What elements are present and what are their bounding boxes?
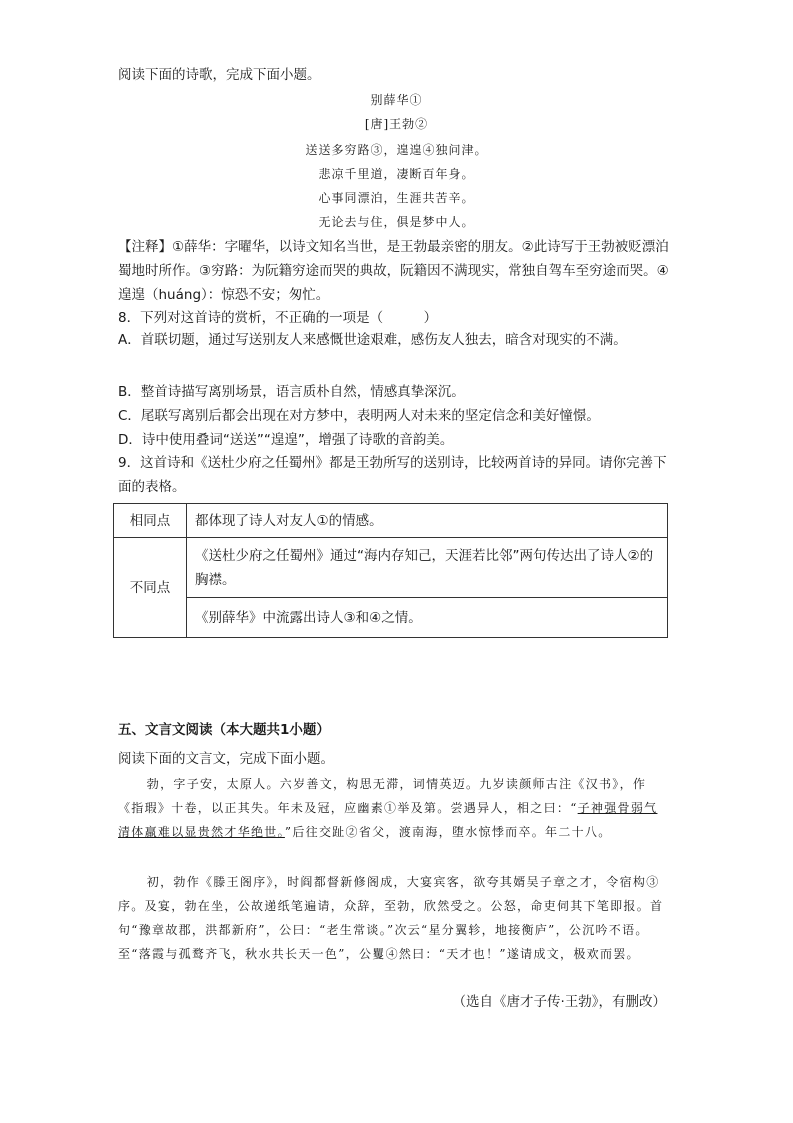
comparison-table: [113, 503, 668, 638]
question-8-option-b: B．整首诗描写离别场景，语言质朴自然，情感真挚深沉。: [118, 384, 465, 400]
paragraph-1-start: 勃，字子安，太原人。六岁善文，构思无滞，词情英迈。九岁读颜师古注《汉书》，作《指瑕》十卷，以正其失。年未及冠，应幽素①举及第。尝遇异人，相之曰：“: [118, 777, 647, 815]
poem-line: 送送多穷路③，遑遑④独问津。: [305, 143, 488, 157]
poem-title: 别薛华①: [370, 93, 423, 107]
diff-text-2: 《别薛华》中流露出诗人③和④之情。: [187, 598, 668, 638]
section-5-intro: 阅读下面的文言文，完成下面小题。: [118, 751, 334, 767]
poem-line: 心事同漂泊，生涯共苦辛。: [318, 191, 475, 205]
question-8-option-a: A．首联切题，通过写送别友人来感慨世途艰难，感伤友人独去，暗含对现实的不满。: [118, 332, 627, 348]
poem-notes: 【注释】①薛华：字曜华，以诗文知名当世，是王勃最亲密的朋友。②此诗写于王勃被贬漂泊蜀地时所作。③穷路：为阮籍穷途而哭的典故，阮籍因不满现实，常独自驾车至穷途而哭。④遑遑（huáng）：惊恐不安；匆忙。: [118, 239, 669, 303]
diff-label: 不同点: [114, 538, 187, 638]
classical-paragraph-1: [118, 772, 666, 844]
underlined-sentence: 子神强骨弱气清体羸难以显贵然才华绝世。: [118, 801, 658, 839]
diff-text-1: 《送杜少府之任蜀州》通过“海内存知己，天涯若比邻”两句传达出了诗人②的胸襟。: [187, 538, 668, 598]
paragraph-1-end: ”后往交趾②省父，渡南海，堕水惊悸而卒。年二十八。: [284, 825, 612, 839]
classical-paragraph-2: 初，勃作《滕王阁序》，时阎都督新修阁成，大宴宾客，欲夸其婿吴子章之才，令宿构③序。及宴，勃在坐，公故递纸笔遍请，众辞，至勃，欣然受之。公怒，命吏伺其下笔即报。首句“豫章故郡，洪都新府”，公曰：“老生常谈。”次云“星分翼轸，地接衡庐”，公沉吟不语。至“落霞与孤鹜齐飞，秋水共长天一色”，公矍④然曰：“天才也！”遂请成文，极欢而罢。: [118, 875, 664, 961]
table-row: [114, 504, 668, 538]
poem-line: 悲凉千里道，凄断百年身。: [318, 167, 475, 181]
table-row: [114, 538, 668, 598]
table-row: [114, 598, 668, 638]
poem-line: 无论去与住，俱是梦中人。: [318, 215, 475, 229]
poem-author: [唐]王勃②: [364, 117, 429, 131]
question-8-stem: 8．下列对这首诗的赏析，不正确的一项是（ ）: [118, 310, 438, 326]
same-text: 都体现了诗人对友人①的情感。: [187, 504, 668, 538]
section-5-heading: 五、文言文阅读（本大题共1小题）: [118, 722, 330, 738]
question-8-option-c: C．尾联写离别后都会出现在对方梦中，表明两人对未来的坚定信念和美好憧憬。: [118, 408, 600, 424]
source-citation: （选自《唐才子传·王勃》，有删改）: [452, 994, 666, 1010]
question-8-option-d: D．诗中使用叠词“送送”“遑遑”，增强了诗歌的音韵美。: [118, 432, 454, 448]
poem-intro: 阅读下面的诗歌，完成下面小题。: [118, 67, 321, 83]
question-9-stem: 9．这首诗和《送杜少府之任蜀州》都是王勃所写的送别诗，比较两首诗的异同。请你完善下面的表格。: [118, 455, 667, 495]
same-label: 相同点: [114, 504, 187, 538]
